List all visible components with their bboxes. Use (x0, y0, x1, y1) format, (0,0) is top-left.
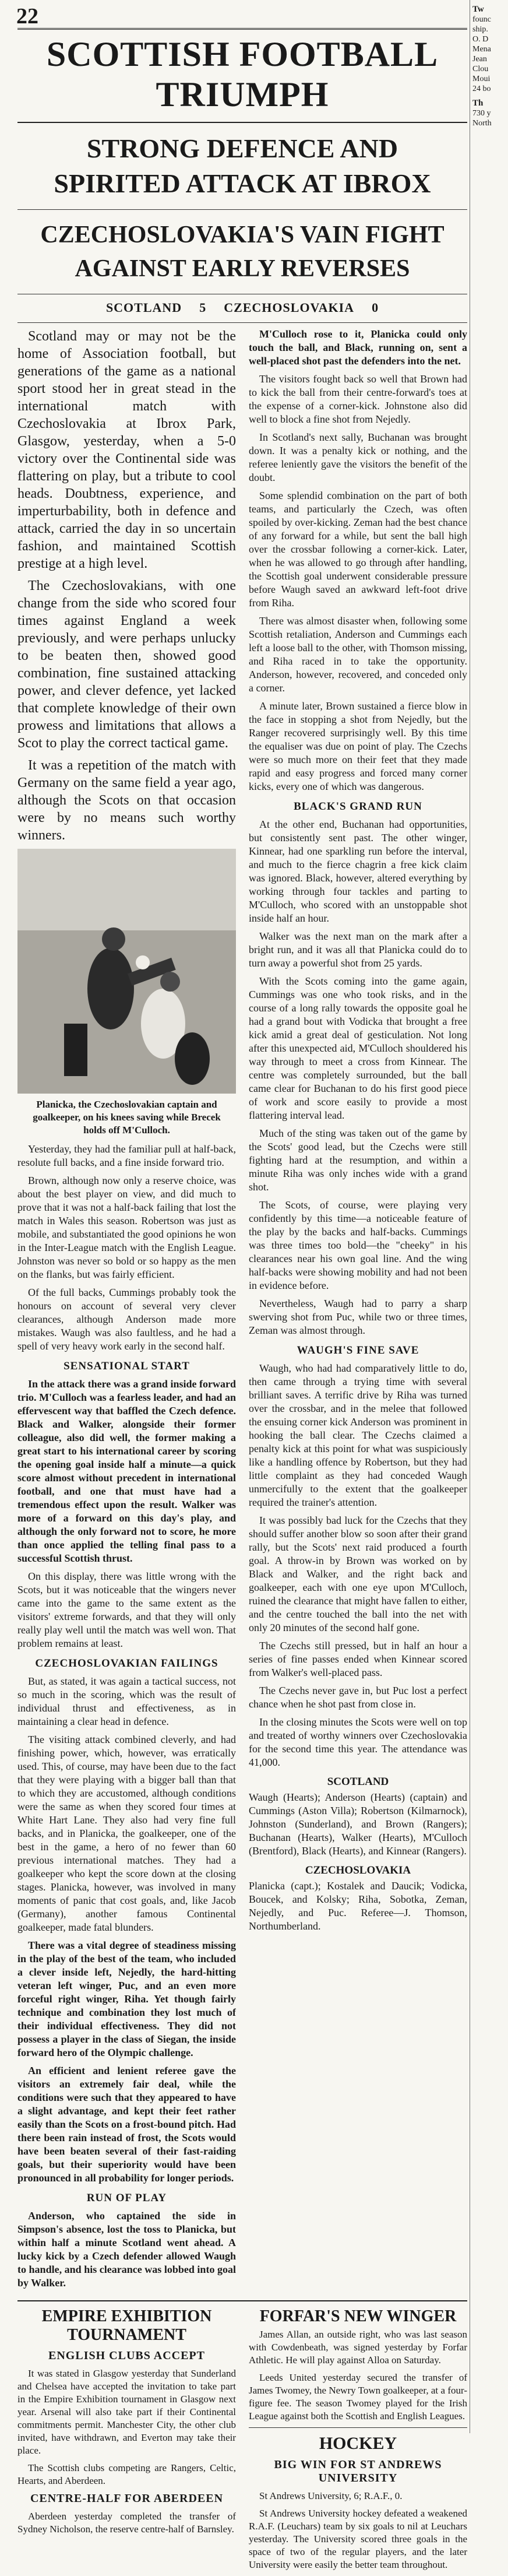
strip-line: founc (472, 15, 491, 24)
strip-line: Tw (472, 5, 484, 14)
top-rule (17, 28, 467, 30)
body-paragraph-bold: In the attack there was a grand inside forward trio. M'Culloch was a fearless leader, and had an effervescent way that baffled the Czech defence. Black and Walker, alongside their former colleague, also did well, the former making a great start to his international career by scoring the opening goal inside half a minute—a quick score almost without precedent in international football, and one that must have had a tremendous effect upon the result. Walker was more of a forward on this day's play, and although the only forward not to score, he more than once applied the telling final pass to a successful Scottish thrust. (17, 1378, 236, 1564)
body-paragraph: The Scottish clubs competing are Rangers, Celtic, Hearts, and Aberdeen. (17, 2462, 236, 2486)
body-paragraph: Yesterday, they had the familiar pull at half-back, resolute full backs, and a fine inside forward trio. (17, 1143, 236, 1168)
body-paragraph: St Andrews University hockey defeated a weakened R.A.F. (Leuchars) team by six goals to nil at Leuchars yesterday. The University scored three goals in the space of two of the regular players, and the later University were easily the better team throughout. (249, 2508, 467, 2570)
body-paragraph: It was stated in Glasgow yesterday that Sunderland and Chelsea have accepted the invitation to take part in the Empire Exhibition tournament in Glasgow next year. Arsenal will also take part if their Continental commitments permit. Manchester City, the other club invited, have withdrawn, and Everton may take their place. (17, 2368, 236, 2456)
hockey-subtitle: BIG WIN FOR ST ANDREWS UNIVERSITY (274, 2458, 442, 2484)
body-paragraph-bold: M'Culloch rose to it, Planicka could only touch the ball, and Black, running on, sent a well-placed shot past the defenders into the net. (249, 328, 467, 367)
page-number: 22 (16, 4, 38, 29)
lead-paragraph: It was a repetition of the match with Germany on the same field a year ago, although the Scots on that occasion were by no means such worthy winners. (17, 758, 236, 843)
strip-line: Clou (472, 65, 489, 73)
aberdeen-subtitle: CENTRE-HALF FOR ABERDEEN (30, 2492, 224, 2505)
section-heading-waugh: WAUGH'S FINE SAVE (297, 1344, 419, 1356)
team-scotland-lineup: Waugh (Hearts); Anderson (Hearts) (captain) and Cummings (Aston Villa); Robertson (Kilmarnock), Johnston (Sunderland), and Brown (Rangers); Buchanan (Hearts), Walker (Hearts), M'Culloch (Brentford), Black (Hearts), and Kinnear (Rangers). (249, 1791, 467, 1857)
score-rule-bottom (17, 322, 467, 323)
empire-title: EMPIRE EXHIBITION TOURNAMENT (41, 2307, 212, 2344)
body-paragraph: Of the full backs, Cummings probably took the honours on account of several very clever clearances, although Anderson made more mistakes. Waugh was also faultless, and he had a spell of very heavy work early in the second half. (17, 1287, 236, 1352)
section-heading-black: BLACK'S GRAND RUN (294, 800, 422, 813)
photo-caption: Planicka, the Czechoslovakian captain and goalkeeper, on his knees saving while Brecek holds off M'Culloch. (33, 1099, 221, 1136)
right-column (249, 328, 467, 2294)
body-paragraph: Aberdeen yesterday completed the transfer of Sydney Nicholson, the reserve centre-half of Barnsley. (17, 2511, 236, 2535)
body-paragraph: It was possibly bad luck for the Czechs that they should suffer another blow so soon after their grand rally, but the Scots' next raid produced a fourth goal. A throw-in by Brown was worked on by Black and Walker, and the right back and goalkeeper, each with one eye upon M'Culloch, ruined the clearance that might have fallen to either, and the centre touched the ball into the net with only 20 minutes of the second half gone. (249, 1514, 467, 1633)
score-line (17, 300, 467, 315)
body-paragraph: Much of the sting was taken out of the game by the Scots' good lead, but the Czechs were still fighting hard at the resumption, and within a minute Riha was only inches wide with a grand shot. (249, 1127, 467, 1193)
body-paragraph: The visiting attack combined cleverly, and had finishing power, which, however, was erratically used. This, of course, may have been due to the fact that they were playing with a bigger ball than that to which they are accustomed, although conditions were the same as when they scored four times at White Hart Lane. They also had very fine full backs, and in Planicka, the goalkeeper, one of the best in the game, a hero of no fewer than 60 previous international matches. They had a goalkeeper who kept the score down at the closing stages. Planicka, however, was involved in many moments of panic that cost goals, and, like Jacob (Germany), another famous Continental goalkeeper, made fatal blunders. (17, 1734, 236, 1933)
section-heading-run: RUN OF PLAY (86, 2192, 167, 2204)
left-column (17, 328, 236, 2294)
body-paragraph: The visitors fought back so well that Brown had to kick the ball from their centre-forward's toes at the expense of a corner-kick. Johnstone also did well to block a fine shot from Nejedly. (249, 373, 467, 425)
body-paragraph: With the Scots coming into the game again, Cummings was one who took risks, and in the course of a long rally towards the opposite goal he had a grand bout with Vodicka that brought a free kick amid a great deal of gesticulation. Not long after this unexpected aid, M'Culloch shouldered his way through to meet a cross from Kinnear. The centre was completely surrounded, but the ball came clear for Buchanan to do his first good piece of work and score easily to provide a most flattering interval lead. (249, 975, 467, 1121)
strip-line: North (472, 119, 492, 128)
bottom-section (17, 2300, 467, 2576)
strip-line: Mena (472, 45, 491, 54)
body-paragraph: A minute later, Brown sustained a fierce blow in the face in stopping a shot from Nejedly, but the Ranger recovered surprisingly well. By this time the equaliser was due on point of play. The Czechs were so much more on their feet that they made rapid and easy progress and forced many corner kicks, every one of which was dangerous. (249, 700, 467, 792)
strip-line: Moui (472, 75, 491, 83)
hockey-article (249, 2427, 467, 2571)
body-paragraph: St Andrews University, 6; R.A.F., 0. (259, 2490, 403, 2501)
body-paragraph: Waugh, who had had comparatively little to do, then came through a trying time with several brilliant saves. A terrific drive by Riha was turned over the crossbar, and in the melee that followed the ensuing corner kick Anderson was prominent in hooking the ball clear. The Czechs claimed a penalty kick at this point for what was suspiciously like a handling offence by Robertson, but they had little complaint as they had conceded Waugh unmercifully to the extent that the goalkeeper required the trainer's attention. (249, 1362, 467, 1508)
match-photo (17, 849, 236, 1094)
team-czech-lineup: Planicka (capt.); Kostalek and Daucik; Vodicka, Boucek, and Kolsky; Riha, Sobotka, Zeman, Nejedly, and Puc. Referee—J. Thomson, Northumberland. (249, 1880, 467, 1932)
lead-paragraph: Scotland may or may not be the home of Association football, but generations of the game as a national sport stood her in great stead in the international match with Czechoslovakia at Ibrox Park, Glasgow, yesterday, when a 5-0 victory over the Continental side was flattering on play, but a tribute to cool heads. Doubtness, experience, and imperturbability, both in defence and attack, carried the day in so uncertain fashion, and maintained Scottish prestige at a high level. (17, 329, 236, 571)
goalkeeper-save-illustration (17, 849, 236, 1094)
article-main (17, 28, 467, 2576)
empire-exhibition-article (17, 2301, 236, 2576)
subhead-secondary: CZECHOSLOVAKIA'S VAIN FIGHT AGAINST EARLY REVERSES (40, 222, 444, 282)
body-paragraph: Some splendid combination on the part of both teams, and particularly the Czech, was often spoiled by over-kicking. Zeman had the best chance of any forward for a while, but sent the ball high over the crossbar following a corner-kick. Later, when he was allowed to go through after handling, the Scottish goal underwent considerable pressure before Waugh saved an awkward left-foot drive from Riha. (249, 490, 467, 609)
body-paragraph: The Czechs still pressed, but in half an hour a series of fine passes ended when Kinnear scored from Walker's well-placed pass. (249, 1640, 467, 1678)
subhead-rule (17, 209, 467, 210)
headline-rule (17, 122, 467, 123)
strip-line: ship. (472, 25, 488, 34)
body-paragraph-bold: Anderson, who captained the side in Simpson's absence, lost the toss to Planicka, but within half a minute Scotland went ahead. A lucky kick by a Czech defender allowed Waugh to handle, and his clearance was lobbed into goal by Walker. (17, 2210, 236, 2289)
empire-subtitle: ENGLISH CLUBS ACCEPT (48, 2349, 205, 2362)
body-paragraph: In Scotland's next sally, Buchanan was brought down. It was a penalty kick or nothing, and the referee leniently gave the visitors the benefit of the doubt. (249, 431, 467, 483)
headline: SCOTTISH FOOTBALL TRIUMPH (46, 35, 439, 114)
lead-paragraph: The Czechoslovakians, with one change from the side who scored four times against England a week previously, and were perhaps unlucky to be beaten then, showed good combination, fine sustained attacking power, and clever defence, yet lacked that complete knowledge of their own prowess and limitations that allows a Scot to play the correct tactical game. (17, 578, 236, 751)
body-paragraph: At the other end, Buchanan had opportunities, but consistently sent past. The other winger, Kinnear, had one sparkling run before the interval, and much to the fierce chagrin a free kick claim was ignored. Black, however, altered everything by working through four tackles and parting to M'Culloch, who scored with an unstoppable shot inside half an hour. (249, 818, 467, 924)
body-paragraph: In the closing minutes the Scots were well on top and treated of worthy winners over Czechoslovakia for the second time this year. The attendance was 41,000. (249, 1716, 467, 1768)
subhead-primary: STRONG DEFENCE AND SPIRITED ATTACK AT IBROX (54, 133, 431, 198)
home-goals: 5 (199, 300, 207, 315)
strip-line: Jean (472, 55, 487, 64)
body-paragraph: Brown, although now only a reserve choice, was about the best player on view, and did much to prove that it was not a half-back failing that lost the match in Wales this season. Robertson was just as mobile, and substantiated the good opinions he won in the Inter-League match with the English League. Johnston was never so bold or so happy as the men on the flanks, but was fairly efficient. (17, 1175, 236, 1280)
body-paragraph: Nevertheless, Waugh had to parry a sharp swerving shot from Puc, while two or three times, Zeman was almost through. (249, 1298, 467, 1336)
strip-line: 24 bo (472, 85, 491, 93)
body-paragraph: Walker was the next man on the mark after a bright run, and it was all that Planicka could do to turn away a powerful shot from 25 yards. (249, 930, 467, 969)
body-paragraph-bold: There was a vital degree of steadiness missing in the play of the best of the team, who included a clever inside left, Nejedly, the hard-hitting veteran left winger, Puc, and an even more forceful right winger, Riha. Yet though fairly technique and combination they lost much of their individual effectiveness. They did not possess a player in the class of Siegan, the inside forward hero of the Olympic challenge. (17, 1939, 236, 2058)
away-goals: 0 (372, 300, 379, 315)
strip-line: O. D (472, 35, 489, 44)
forfar-title: FORFAR'S NEW WINGER (259, 2307, 457, 2325)
body-paragraph: But, as stated, it was again a tactical success, not so much in the scoring, which was the result of individual thrust and effectiveness, as in maintaining a clear head in defence. (17, 1675, 236, 1727)
section-heading-sensational: SENSATIONAL START (63, 1360, 190, 1372)
body-paragraph: Leeds United yesterday secured the transfer of James Twomey, the Newry Town goalkeeper, at a four-figure fee. The season Twomey played for the Irish League against both the Scottish and English Leagues. (249, 2372, 467, 2422)
strip-line: Th (472, 99, 484, 108)
adjacent-column-strip (470, 0, 508, 2433)
strip-line: 730 y (472, 109, 491, 118)
body-paragraph: There was almost disaster when, following some Scottish retaliation, Anderson and Cummings each left a loose ball to the other, with Thomson missing, and Riha raced in to take the opportunity. Anderson, however, recovered, and conceded only a corner. (249, 615, 467, 694)
body-paragraph: The Czechs never gave in, but Puc lost a perfect chance when he shot past from close in. (249, 1685, 467, 1710)
body-paragraph: The Scots, of course, were playing very confidently by this time—a noticeable feature of the play by the backs and half-backs. Cummings was three times too bold—the "cheeky" in his clearances near his own goal line. And the wing half-backs were showing mobility and had not been in evidence before. (249, 1199, 467, 1291)
lead-section (17, 328, 236, 844)
team-scotland-label: SCOTLAND (327, 1776, 389, 1788)
body-paragraph: James Allan, an outside right, who was last season with Cowdenbeath, was signed yesterday by Forfar Athletic. He will play against Alloa on Saturday. (249, 2329, 467, 2366)
section-heading-failings: CZECHOSLOVAKIAN FAILINGS (35, 1657, 218, 1670)
hockey-rule (249, 2427, 467, 2428)
hockey-title: HOCKEY (319, 2434, 397, 2453)
body-paragraph: On this display, there was little wrong with the Scots, but it was noticeable that the wingers never came into the game to the same extent as the visitors' extreme forwards, and that they will only really play well until the match was well won. That problem remains at least. (17, 1570, 236, 1649)
home-team: SCOTLAND (105, 300, 182, 315)
away-team: CZECHOSLOVAKIA (224, 300, 355, 315)
team-czech-label: CZECHOSLOVAKIA (305, 1864, 411, 1876)
forfar-article (249, 2301, 467, 2576)
article-columns (17, 328, 467, 2294)
body-paragraph-bold: An efficient and lenient referee gave the visitors an extremely fair deal, while the conditions were such that they appeared to have a slight advantage, and kept their feet rather easily than the Scots on a frost-bound pitch. Had there been rain instead of frost, the Scots would have been beaten several of their fast-raiding goals, but their superiority would have been pronounced in all probability for longer periods. (17, 2065, 236, 2184)
